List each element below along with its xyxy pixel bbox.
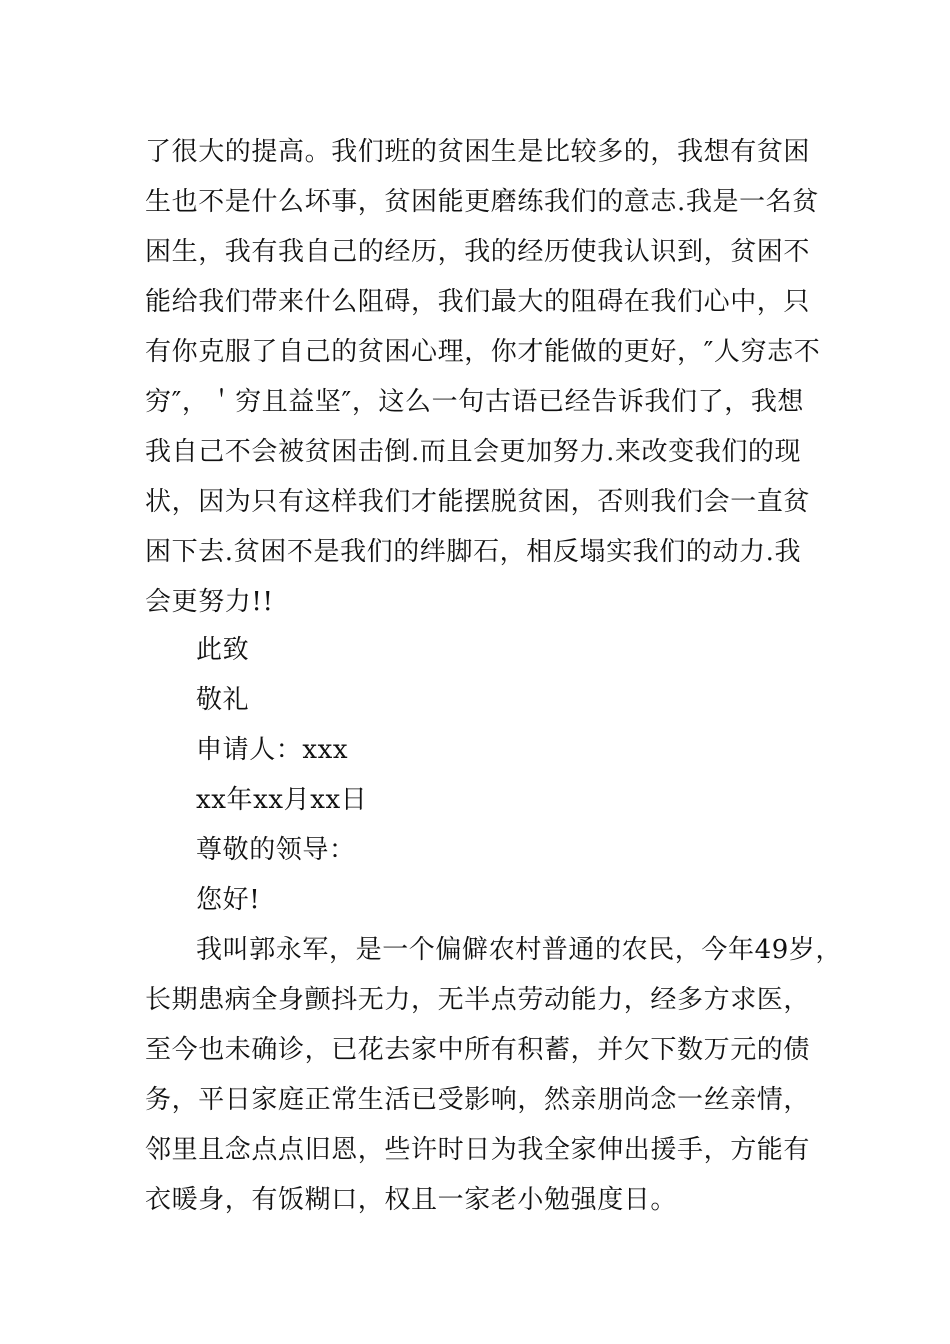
closing-text: 此致 [196,635,250,665]
paragraph-line: 了很大的提高。我们班的贫困生是比较多的，我想有贫困 [145,137,811,167]
paragraph-line: 生也不是什么坏事，贫困能更磨练我们的意志.我是一名贫 [145,187,819,217]
paragraph-line: 会更努力!! [145,587,274,617]
greeting-text: 您好! [196,885,261,915]
greeting-title: 尊敬的领导： [196,835,356,865]
applicant-line: 申请人：xxx [196,735,349,765]
paragraph-line: 至今也未确诊，已花去家中所有积蓄，并欠下数万元的债 [145,1035,811,1065]
paragraph-line: 困下去.贫困不是我们的绊脚石，相反塌实我们的动力.我 [145,537,802,567]
paragraph-line: 衣暖身，有饭糊口，权且一家老小勉强度日。 [145,1185,678,1215]
paragraph-line: 我叫郭永军，是一个偏僻农村普通的农民，今年49岁， [196,935,843,965]
paragraph-line: 邻里且念点点旧恩，些许时日为我全家伸出援手，方能有 [145,1135,811,1165]
paragraph-line: 能给我们带来什么阻碍，我们最大的阻碍在我们心中，只 [145,287,811,317]
date-line: xx年xx月xx日 [196,785,368,815]
paragraph-line: 状，因为只有这样我们才能摆脱贫困，否则我们会一直贫 [145,487,811,517]
paragraph-line: 穷″，＇穷且益坚″，这么一句古语已经告诉我们了，我想 [145,387,805,417]
salute-text: 敬礼 [196,685,250,715]
paragraph-line: 有你克服了自己的贫困心理，你才能做的更好，″人穷志不 [145,337,821,367]
paragraph-line: 长期患病全身颤抖无力，无半点劳动能力，经多方求医， [145,985,811,1015]
paragraph-line: 困生，我有我自己的经历，我的经历使我认识到，贫困不 [145,237,811,267]
paragraph-line: 务，平日家庭正常生活已受影响，然亲朋尚念一丝亲情， [145,1085,811,1115]
paragraph-line: 我自己不会被贫困击倒.而且会更加努力.来改变我们的现 [145,437,802,467]
